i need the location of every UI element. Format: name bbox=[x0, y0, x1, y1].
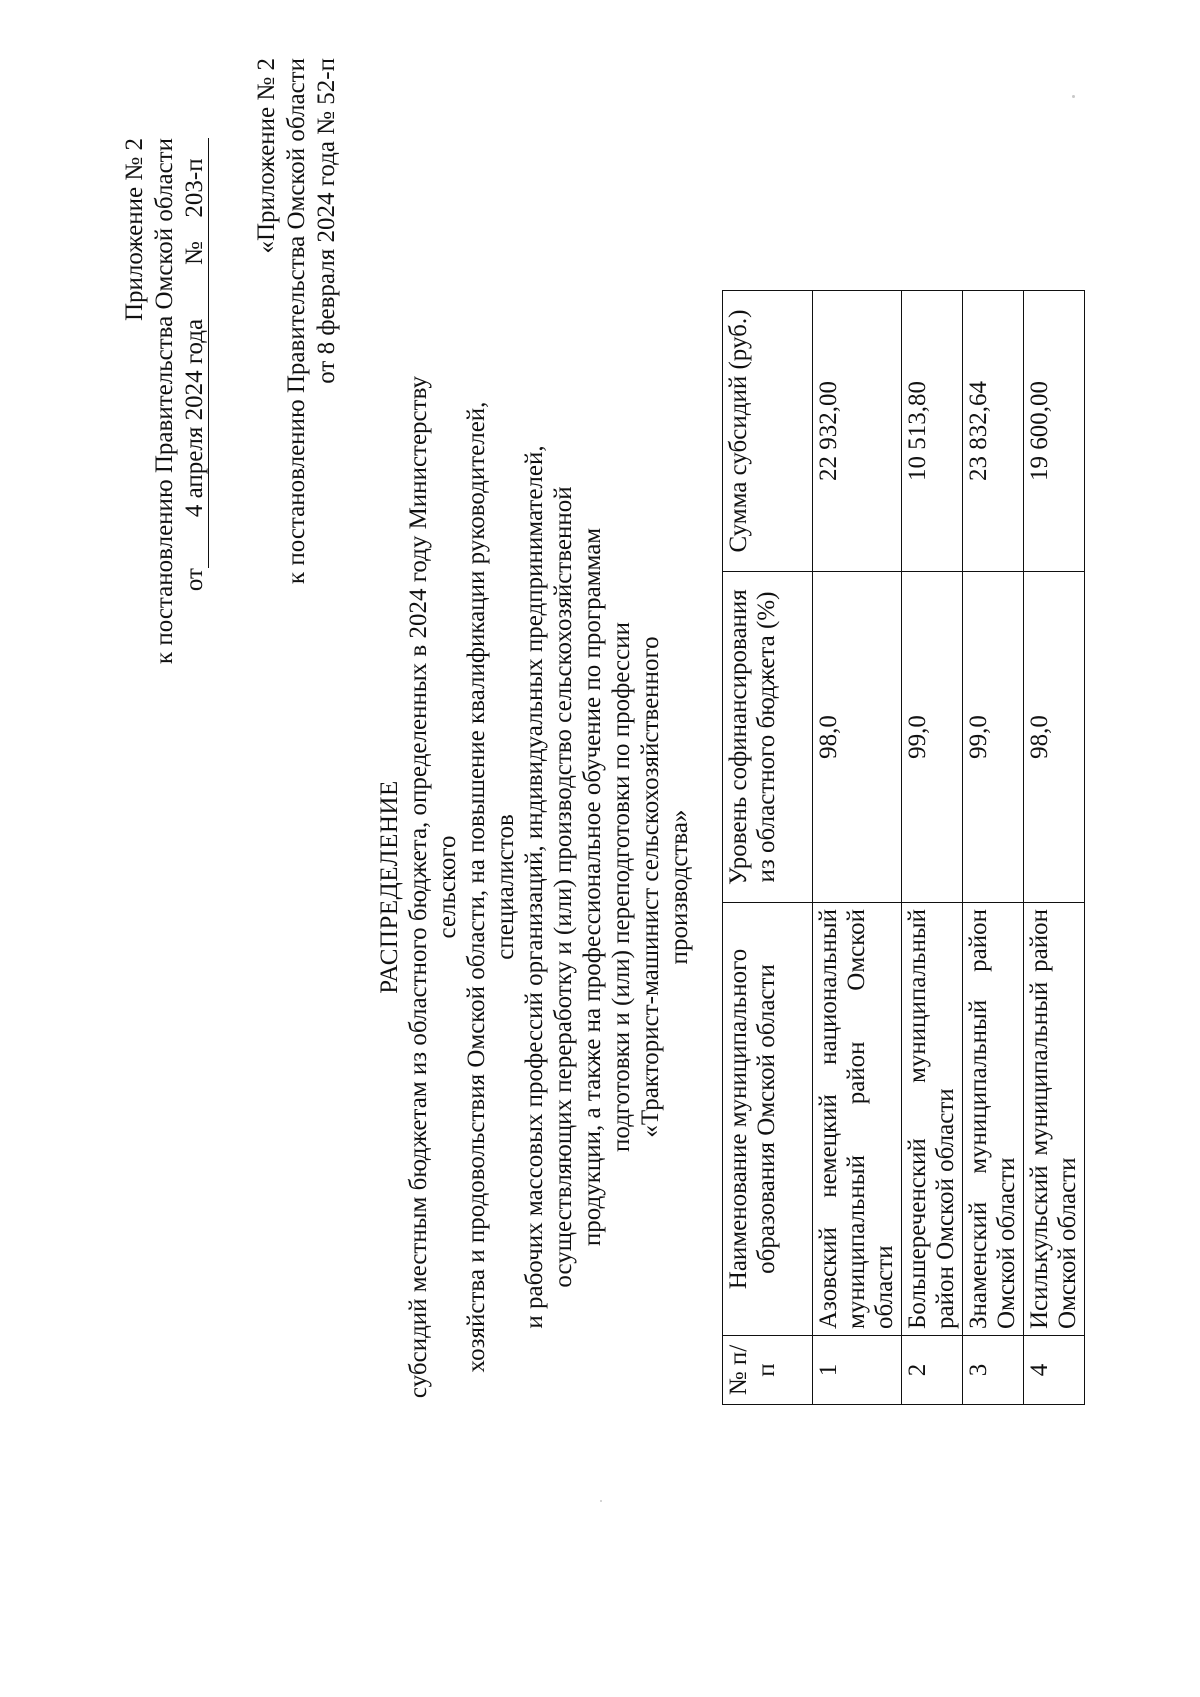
cofinancing-level: 99,0 bbox=[963, 572, 1024, 903]
subsidy-sum: 23 832,64 bbox=[963, 291, 1024, 572]
subtitle-line: продукции, а также на профессиональное обучение по программам bbox=[579, 527, 606, 1247]
row-number: 4 bbox=[1024, 1336, 1085, 1405]
header-subsidy-sum: Сумма субсидий (руб.) bbox=[723, 291, 813, 572]
prev-annex-resolution-ref: к постановлению Правительства Омской области bbox=[283, 58, 310, 585]
municipality-name: Исилькульский муниципальный район Омской области bbox=[1024, 903, 1085, 1336]
row-number: 1 bbox=[813, 1336, 902, 1405]
row-number: 2 bbox=[902, 1336, 963, 1405]
annex-date-number-line bbox=[180, 138, 210, 664]
table-row bbox=[1024, 291, 1085, 1405]
document-title: РАСПРЕДЕЛЕНИЕ bbox=[376, 780, 403, 994]
annex-resolution-ref: к постановлению Правительства Омской области bbox=[151, 138, 178, 665]
header-municipality: Наименование муниципального образования Омской области bbox=[723, 903, 813, 1336]
subtitle-line: «Тракторист-машинист сельскохозяйственного bbox=[637, 636, 664, 1138]
municipality-name: Знаменский муниципальный район Омской области bbox=[963, 903, 1024, 1336]
cofinancing-level: 98,0 bbox=[1024, 572, 1085, 903]
annex-number: Приложение № 2 bbox=[121, 138, 148, 322]
table-row bbox=[813, 291, 902, 1405]
document-title-block bbox=[375, 347, 694, 1427]
subsidy-sum: 22 932,00 bbox=[813, 291, 902, 572]
table-row bbox=[963, 291, 1024, 1405]
prev-annex-number: «Приложение № 2 bbox=[253, 58, 280, 254]
number-label: № bbox=[182, 238, 209, 268]
subtitle-line: хозяйства и продовольствия Омской области, на повышение квалификации руководителей, специалистов bbox=[463, 401, 519, 1373]
cofinancing-level: 98,0 bbox=[813, 572, 902, 903]
subtitle-line: субсидий местным бюджетам из областного бюджета, определенных в 2024 году Министерству сельского bbox=[405, 375, 461, 1399]
subtitle-line: осуществляющих переработку и (или) производство сельскохозяйственной bbox=[550, 486, 577, 1288]
subtitle-line: подготовки и (или) переподготовки по профессии bbox=[608, 622, 635, 1152]
subsidy-sum: 10 513,80 bbox=[902, 291, 963, 572]
resolution-date: 4 апреля 2024 года bbox=[182, 268, 209, 568]
resolution-number: 203-п bbox=[182, 138, 209, 238]
prev-annex-date-number: от 8 февраля 2024 года № 52-п bbox=[313, 58, 340, 384]
from-label: от bbox=[181, 568, 208, 592]
subsidy-distribution-table bbox=[722, 290, 1085, 1405]
header-cofinancing-level: Уровень софинансирования из областного бюджета (%) bbox=[723, 572, 813, 903]
annex-header bbox=[120, 138, 210, 664]
subtitle-line: и рабочих массовых профессий организаций, индивидуальных предпринимателей, bbox=[521, 445, 548, 1329]
subsidy-sum: 19 600,00 bbox=[1024, 291, 1085, 572]
table-header-row bbox=[723, 291, 813, 1405]
subtitle-line: производства» bbox=[666, 809, 693, 965]
table-row bbox=[902, 291, 963, 1405]
cofinancing-level: 99,0 bbox=[902, 572, 963, 903]
previous-annex-header bbox=[252, 58, 342, 584]
municipality-name: Азовский немецкий национальный муниципальный район Омской области bbox=[813, 903, 902, 1336]
municipality-name: Большереченский муниципальный район Омской области bbox=[902, 903, 963, 1336]
row-number: 3 bbox=[963, 1336, 1024, 1405]
header-number: № п/п bbox=[723, 1336, 813, 1405]
